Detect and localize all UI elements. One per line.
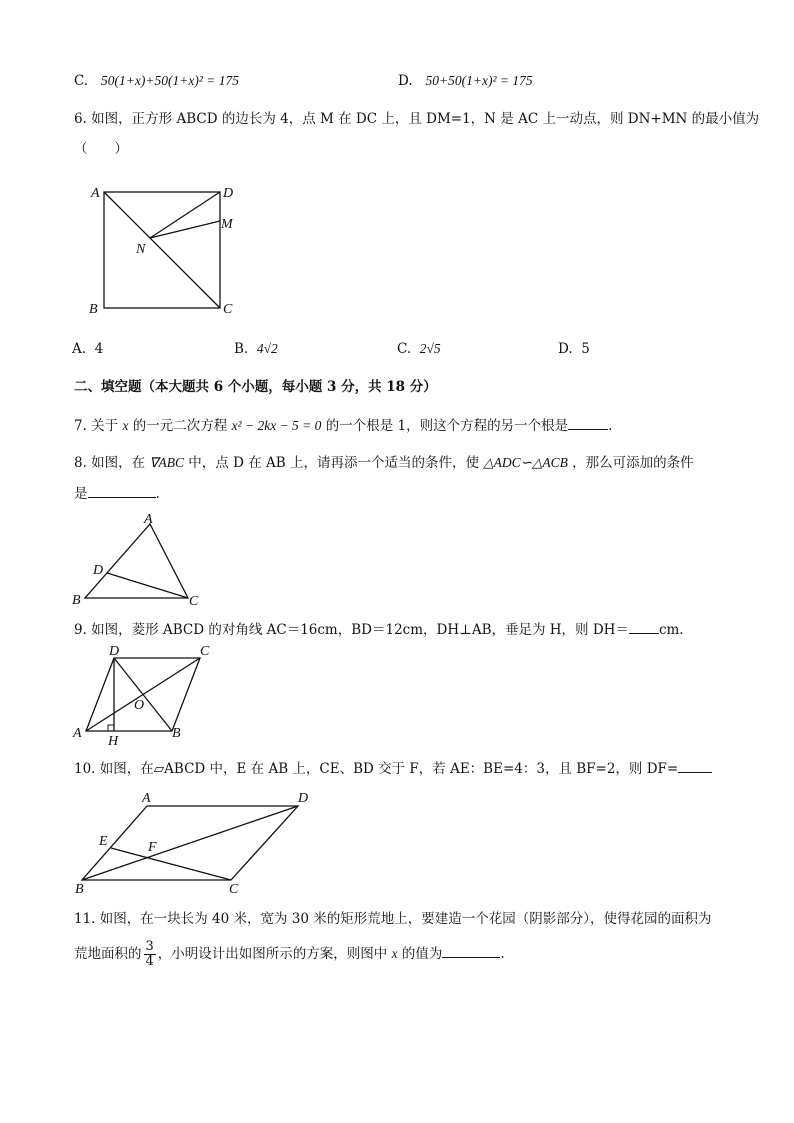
label-n: N — [136, 242, 146, 257]
label-c: C — [229, 882, 239, 897]
label-m: M — [221, 217, 233, 232]
equation: 50(1+x)+50(1+x)² = 175 — [101, 73, 239, 88]
option-value: 4√2 — [256, 341, 278, 356]
label-e: E — [99, 834, 108, 849]
label-c: C — [189, 594, 199, 609]
q6-text: 6. 如图，正方形 ABCD 的边长为 4，点 M 在 DC 上，且 DM=1，N 是 AC 上一动点，则 DN+MN 的最小值为 — [74, 111, 760, 127]
label-b: B — [89, 302, 98, 317]
option-label: D. — [398, 73, 413, 89]
q7-text: 7. 关于 x 的一元二次方程 x² − 2kx − 5 = 0 的一个根是 1，则这个方程的另一个根是 . — [74, 418, 613, 434]
option-label: B. — [234, 341, 249, 357]
q11-text-line2: 荒地面积的 $\frac{3}{4}$ ，小明设计出如图所示的方案，则图中 x 的值为 . — [74, 939, 505, 969]
fraction-three-quarters: $\frac{3}{4}$ — [145, 939, 154, 969]
label-a: A — [91, 186, 100, 201]
q8-text: 8. 如图，在 ∇ABC 中，点 D 在 AB 上，请再添一个适当的条件，使 △ADC∽△ACB ，那么可添加的条件 — [74, 455, 694, 471]
label-f: F — [148, 840, 157, 855]
label-d: D — [109, 644, 120, 659]
option-label: C. — [397, 341, 412, 357]
q11-text-line1: 11. 如图，在一块长为 40 米，宽为 30 米的矩形荒地上，要建造一个花园（阴影部分），使得花园的面积为 — [74, 911, 712, 927]
label-d: D — [93, 563, 104, 578]
label-b: B — [172, 726, 181, 741]
label-o: O — [134, 698, 145, 713]
q10-text: 10. 如图，在▱ABCD 中，E 在 AB 上，CE、BD 交于 F，若 AE：BE=4：3，且 BF=2，则 DF= — [74, 759, 712, 778]
label-c: C — [200, 644, 210, 659]
option-label: C. — [74, 73, 89, 89]
option-label: A. — [72, 341, 87, 357]
answer-blank[interactable] — [442, 944, 500, 958]
label-d: D — [223, 186, 234, 201]
label-b: B — [75, 882, 84, 897]
label-d: D — [298, 791, 309, 806]
label-b: B — [72, 593, 81, 608]
label-a: A — [73, 726, 82, 741]
label-a: A — [142, 791, 151, 806]
q8-text-line2: 是 . — [74, 486, 160, 502]
option-value: 4 — [94, 341, 104, 357]
label-c: C — [223, 302, 233, 317]
label-h: H — [108, 734, 119, 749]
q6-paren: （ ） — [74, 141, 128, 157]
option-value: 5 — [581, 341, 590, 357]
option-label: D. — [558, 341, 573, 357]
equation: 50+50(1+x)² = 175 — [425, 73, 533, 88]
equation: x² − 2kx − 5 = 0 — [231, 418, 322, 433]
label-a: A — [144, 512, 153, 527]
option-value: 2√5 — [419, 341, 441, 356]
section-title: 二、填空题（本大题共 6 个小题，每小题 3 分，共 18 分） — [74, 379, 437, 395]
q9-text: 9. 如图，菱形 ABCD 的对角线 AC＝16cm，BD＝12cm，DH⊥AB，垂足为 H，则 DH＝ cm. — [74, 622, 684, 638]
